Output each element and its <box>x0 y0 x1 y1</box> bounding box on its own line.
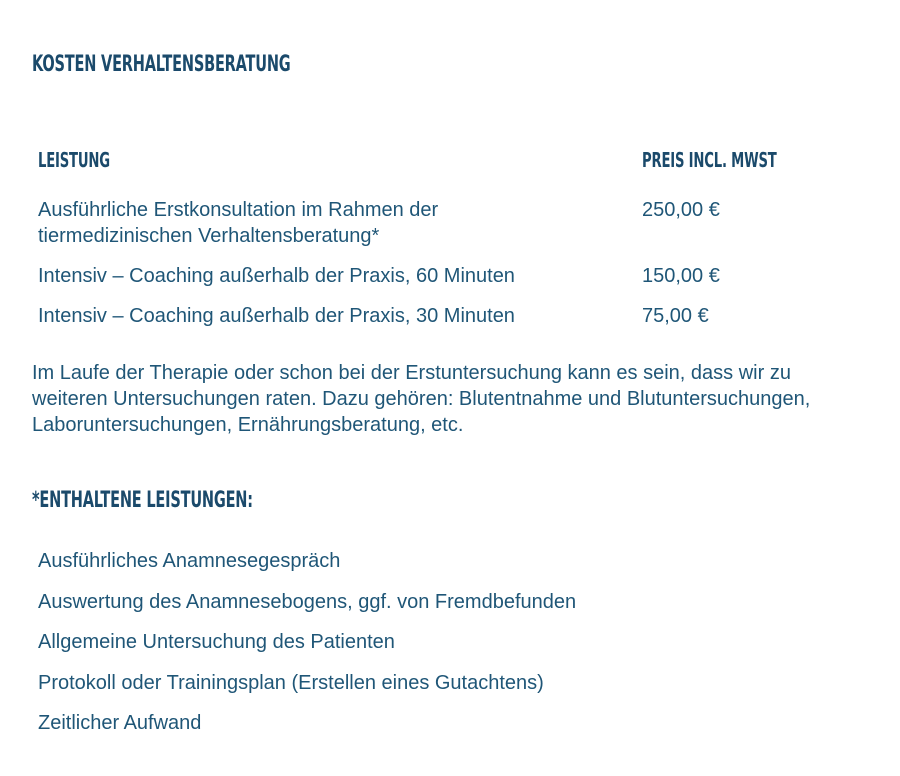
additional-examinations-note: Im Laufe der Therapie oder schon bei der Erstuntersuchung kann es sein, dass wir zu weiteren Untersuchungen raten. Dazu gehören: Blutentnahme und Blutuntersuchungen, Laboruntersuchungen, Ernährungsberatung, etc. <box>32 362 811 436</box>
page-title: KOSTEN VERHALTENSBERATUNG <box>32 52 291 77</box>
price-cell: 75,00 € <box>642 305 709 327</box>
price-cell: 150,00 € <box>642 265 720 287</box>
included-services-title: *ENTHALTENE LEISTUNGEN: <box>32 488 253 513</box>
list-item: Protokoll oder Trainingsplan (Erstellen eines Gutachtens) <box>38 671 544 694</box>
included-services-list <box>38 548 576 751</box>
column-header-service: LEISTUNG <box>38 148 110 172</box>
list-item: Ausführliches Anamnesegespräch <box>38 550 341 572</box>
column-header-price: PREIS INCL. MWST <box>642 148 777 172</box>
list-item: Allgemeine Untersuchung des Patienten <box>38 631 395 653</box>
service-cell: Intensiv – Coaching außerhalb der Praxis, 60 Minuten <box>38 265 515 287</box>
service-cell: Ausführliche Erstkonsultation im Rahmen der tiermedizinischen Verhaltensberatung* <box>38 199 439 247</box>
service-cell: Intensiv – Coaching außerhalb der Praxis, 30 Minuten <box>38 305 515 327</box>
list-item: Auswertung des Anamnesebogens, ggf. von Fremdbefunden <box>38 590 577 613</box>
price-cell: 250,00 € <box>642 199 720 221</box>
list-item: Zeitlicher Aufwand <box>38 712 202 734</box>
